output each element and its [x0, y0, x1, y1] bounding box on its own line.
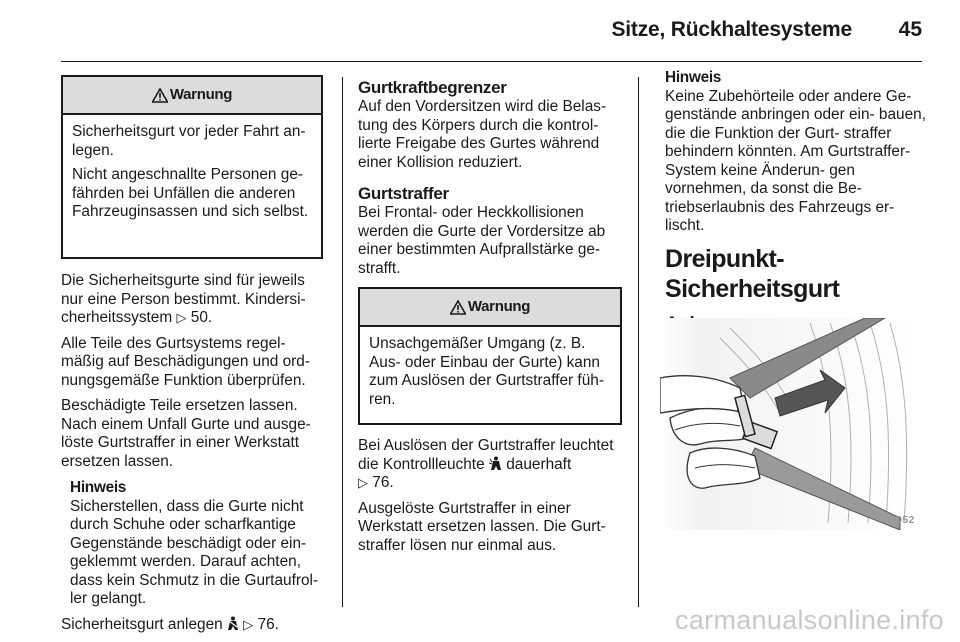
warning-box — [61, 75, 323, 259]
paragraph: Beschädigte Teile ersetzen lassen. Nach einem Unfall Gurte und ausge- löste Gurtstraffer in einer Werkstatt ersetzen lassen. — [61, 397, 311, 470]
warning-header — [63, 77, 321, 115]
column-divider — [638, 77, 639, 607]
column-divider — [342, 77, 343, 607]
warning-title: Warnung — [467, 297, 531, 315]
seatbelt-illustration — [660, 318, 920, 530]
main-heading: Dreipunkt-Sicherheitsgurt — [665, 244, 840, 303]
xref-arrow-icon: ▷ — [243, 616, 254, 632]
note — [61, 479, 323, 609]
paragraph: Auf den Vordersitzen wird die Belas- tung des Körpers durch die kontrol- lierte Freigabe des Gurtes während einer Kollision reduziert. — [358, 98, 607, 171]
page-number: 45 — [898, 18, 922, 41]
warning-triangle-icon — [152, 88, 168, 103]
warning-header — [360, 289, 620, 327]
xref-arrow-icon: ▷ — [176, 310, 187, 325]
paragraph: Die Sicherheitsgurte sind für jeweils nur eine Person bestimmt. Kindersi- cherheitssystem ▷ 50. — [61, 272, 306, 326]
warning-box — [358, 287, 622, 425]
header-rule — [61, 61, 922, 62]
xref-arrow-icon: ▷ — [358, 475, 368, 490]
warning-text: Sicherheitsgurt vor jeder Fahrt an- legen. — [72, 123, 306, 159]
note-title: Hinweis — [665, 69, 722, 86]
column-3 — [665, 69, 927, 334]
paragraph: Bei Auslösen der Gurtstraffer leuchtet die Kontrollleuchte dauerhaft ▷ 76. — [358, 437, 614, 491]
page-reference[interactable]: 50. — [190, 309, 213, 326]
paragraph: Ausgelöste Gurtstraffer in einer Werkstatt ersetzen lassen. Die Gurt- straffer lösen nur einmal aus. — [358, 499, 606, 554]
warning-title: Warnung — [169, 85, 233, 103]
note-title: Hinweis — [70, 479, 127, 496]
column-2 — [358, 78, 622, 562]
page-title: Sitze, Rückhaltesysteme — [611, 18, 852, 41]
paragraph: Alle Teile des Gurtsystems regel- mäßig auf Beschädigungen und ord- nungsgemäße Funktion überprüfen. — [61, 334, 310, 389]
section-heading: Gurtstraffer — [358, 184, 449, 203]
note-text: Keine Zubehörteile oder andere Ge- genstände anbringen oder ein- bauen, die die Funktion der Gurt- straffer behindern könnten. Am Gurtstraffer-System keine Änderun- gen vornehmen, da sonst die Be- triebserlaubnis des Fahrzeugs er- lischt. — [665, 87, 926, 234]
figure-number: 30052 — [884, 514, 915, 526]
warning-text: Nicht angeschnallte Personen ge- fährden bei Unfällen die anderen Fahrzeuginsassen und sich selbst. — [72, 166, 309, 220]
page-reference[interactable]: 76. — [257, 615, 279, 633]
note-text: Sicherstellen, dass die Gurte nicht durch Schuhe oder scharfkantige Gegenstände beschädigt oder ein- geklemmt werden. Darauf achten, dass kein Schmutz in die Gurtaufrol- ler gelangt. — [70, 497, 319, 607]
note — [665, 69, 927, 236]
column-1 — [61, 75, 323, 641]
warning-triangle-icon — [450, 300, 466, 315]
paragraph: Bei Frontal- oder Heckkollisionen werden die Gurte der Vordersitze ab einer bestimmten Aufprallstärke ge- strafft. — [358, 204, 606, 277]
section-heading: Gurtkraftbegrenzer — [358, 78, 507, 97]
seatbelt-person-icon — [227, 616, 239, 631]
warning-text: Unsachgemäßer Umgang (z. B. Aus- oder Einbau der Gurte) kann zum Auslösen der Gurtstraffer füh- ren. — [369, 335, 604, 408]
watermark: carmanualsonline.info — [675, 605, 944, 635]
page-reference[interactable]: 76. — [372, 474, 394, 491]
paragraph: Sicherheitsgurt anlegen ▷ 76. — [61, 615, 279, 633]
pretensioner-light-icon — [489, 456, 502, 471]
